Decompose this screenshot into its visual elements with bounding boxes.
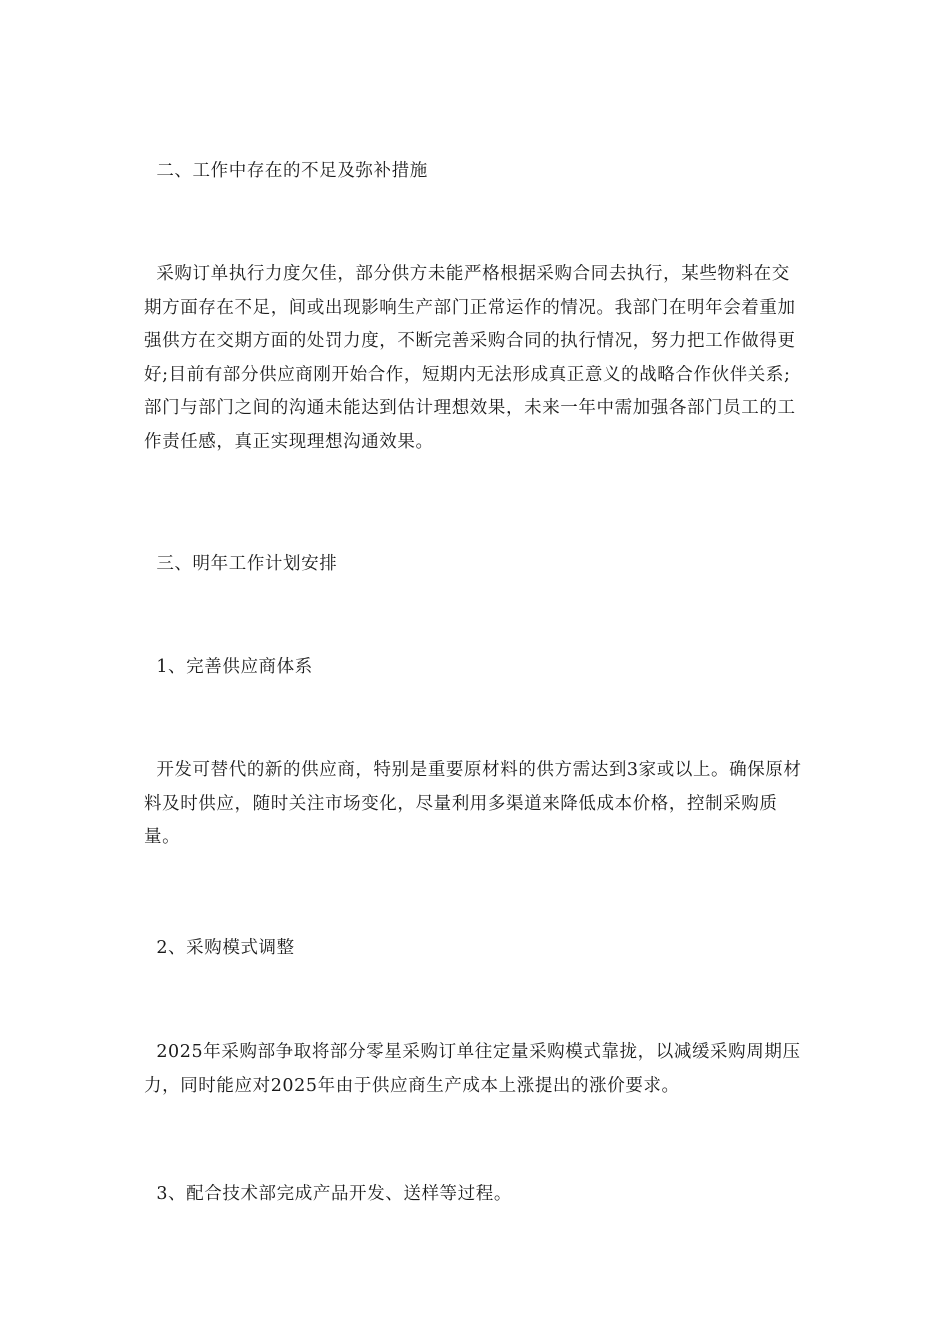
section-3-heading: 三、明年工作计划安排 <box>144 554 338 574</box>
section-2-paragraph: 采购订单执行力度欠佳，部分供方未能严格根据采购合同去执行，某些物料在交期方面存在不足，间或出现影响生产部门正常运作的情况。我部门在明年会着重加强供方在交期方面的处罚力度，不断完善采购合同的执行情况，努力把工作做得更好;目前有部分供应商刚开始合作，短期内无法形成真正意义的战略合作伙伴关系;部门与部门之间的沟通未能达到估计理想效果，未来一年中需加强各部门员工的工作责任感，真正实现理想沟通效果。 <box>144 264 796 452</box>
item-2-heading: 2、采购模式调整 <box>144 938 295 958</box>
item-2-paragraph: 2025年采购部争取将部分零星采购订单往定量采购模式靠拢，以减缓采购周期压力，同时能应对2025年由于供应商生产成本上涨提出的涨价要求。 <box>144 1042 801 1096</box>
item-3-heading: 3、配合技术部完成产品开发、送样等过程。 <box>144 1184 512 1204</box>
item-1-paragraph: 开发可替代的新的供应商，特别是重要原材料的供方需达到3家或以上。确保原材料及时供应，随时关注市场变化，尽量利用多渠道来降低成本价格，控制采购质量。 <box>144 760 802 847</box>
section-2-heading: 二、工作中存在的不足及弥补措施 <box>144 161 428 181</box>
item-1-heading: 1、完善供应商体系 <box>144 657 313 677</box>
